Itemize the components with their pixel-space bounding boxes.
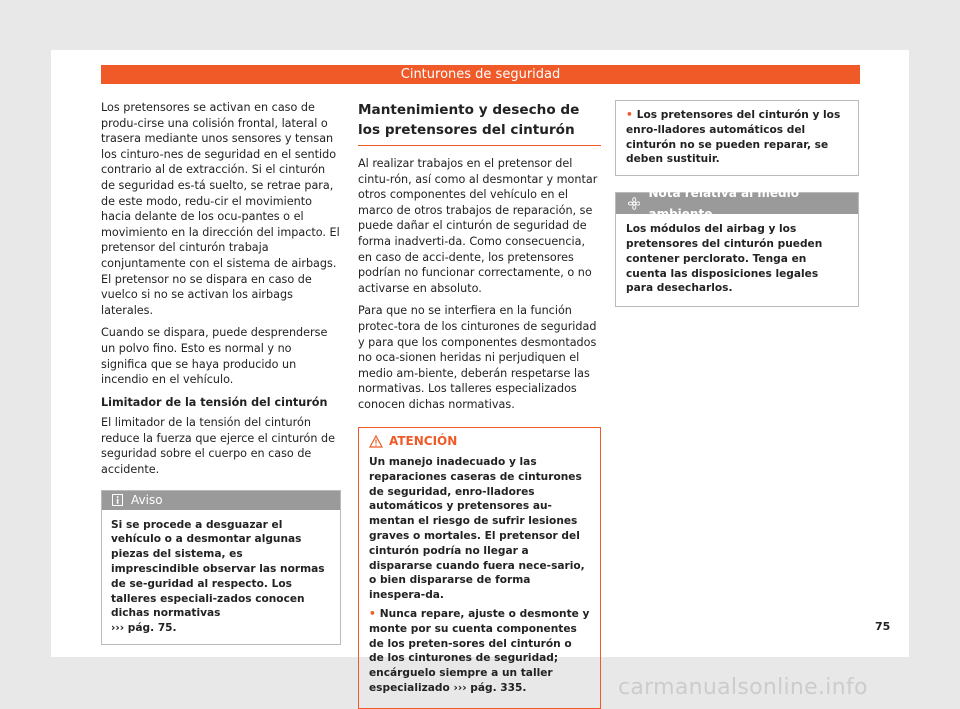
flower-icon bbox=[628, 197, 640, 210]
notice-text: Si se procede a desguazar el vehículo o a desmontar algunas piezas del sistema, es imprescindible observar las normas de se-guridad al respecto. Los talleres especiali-zados conocen dichas normativas bbox=[111, 518, 325, 620]
page-number: 75 bbox=[875, 620, 891, 633]
paragraph: Para que no se interfiera en la función protec-tora de los cinturones de seguridad y para que los componentes desmontados no oca-sionen heridas ni perjudiquen el medio am-biente, deberán respetarse las normativas. Los talleres especializados conocen dichas normativas. bbox=[358, 304, 597, 411]
environment-note-body: Los módulos del airbag y los pretensores del cinturón pueden contener perclorato. Tenga en cuenta las disposiciones legales para desecharlos. bbox=[626, 223, 823, 295]
notice-title: Aviso bbox=[131, 492, 163, 507]
environment-note-title: Nota relativa al medio ambiente bbox=[648, 185, 799, 221]
warning-body bbox=[359, 451, 600, 708]
continued-bullet-text: Los pretensores del cinturón y los enro-lladores automáticos del cinturón no se pueden reparar, se deben sustituir. bbox=[626, 109, 841, 166]
column-2 bbox=[358, 100, 601, 709]
info-icon bbox=[112, 494, 123, 506]
paragraph: Los pretensores se activan en caso de produ-cirse una colisión frontal, lateral o trasera mediante unos sensores y tensan los cinturo-nes de seguridad en el sentido contrario al de extracción. Si el cinturón de seguridad es-tá suelto, se retrae para, de este modo, redu-cir el movimiento hacia delante de los ocu-pantes o el movimiento en la dirección del impacto. El pretensor del cinturón trabaja conjuntamente con el sistema de airbags. El pretensor no se dispara en caso de vuelco si no se activan los airbags laterales. bbox=[101, 101, 340, 317]
page-reference-link[interactable]: ››› pág. 335. bbox=[453, 682, 527, 695]
environment-note-box bbox=[615, 185, 859, 307]
warning-text: Un manejo inadecuado y las reparaciones caseras de cinturones de seguridad, enro-lladores automáticos y pretensores au-mentan el riesgo de sufrir lesiones graves o mortales. El pretensor del cinturón podría no llegar a dispararse cuando fuera nece-sario, o bien dispararse de forma inespera-da. bbox=[369, 456, 585, 602]
section-title: Mantenimiento y desecho de los pretensores del cinturón bbox=[358, 100, 601, 146]
column-3 bbox=[615, 100, 859, 307]
page-reference-link[interactable]: ››› pág. 75. bbox=[111, 622, 177, 635]
environment-note-header bbox=[616, 185, 858, 221]
warning-bullet bbox=[369, 607, 590, 696]
warning-triangle-icon bbox=[369, 435, 383, 448]
warning-header bbox=[359, 428, 600, 452]
bullet-icon: • bbox=[369, 608, 376, 621]
column-1 bbox=[101, 100, 341, 645]
watermark: carmanualsonline.info bbox=[618, 675, 868, 700]
warning-box bbox=[358, 427, 601, 709]
warning-title: ATENCIÓN bbox=[389, 433, 458, 448]
notice-body bbox=[102, 510, 340, 644]
continued-warning-box bbox=[615, 100, 859, 176]
warning-bullet-text: Nunca repare, ajuste o desmonte y monte por su cuenta componentes de los preten-sores del cinturón o de los cinturones de seguridad; encárguelo siempre a un taller especializado bbox=[369, 608, 590, 695]
subheading: Limitador de la tensión del cinturón bbox=[101, 395, 328, 409]
paragraph: El limitador de la tensión del cinturón reduce la fuerza que ejerce el cinturón de seguridad sobre el cuerpo en caso de accidente. bbox=[101, 416, 335, 477]
paragraph: Al realizar trabajos en el pretensor del cintu-rón, así como al desmontar y montar otros componentes del vehículo en el marco de otros trabajos de reparación, se puede dañar el cinturón de seguridad de forma inadverti-da. Como consecuencia, en caso de acci-dente, los pretensores podrían no funcionar correctamente, o no activarse en absoluto. bbox=[358, 157, 598, 295]
notice-header bbox=[102, 491, 340, 510]
bullet-icon: • bbox=[626, 109, 633, 121]
notice-box bbox=[101, 490, 341, 645]
paragraph: Cuando se dispara, puede desprenderse un polvo fino. Esto es normal y no significa que se haya producido un incendio en el vehículo. bbox=[101, 326, 328, 387]
page-header: Cinturones de seguridad bbox=[101, 65, 860, 84]
